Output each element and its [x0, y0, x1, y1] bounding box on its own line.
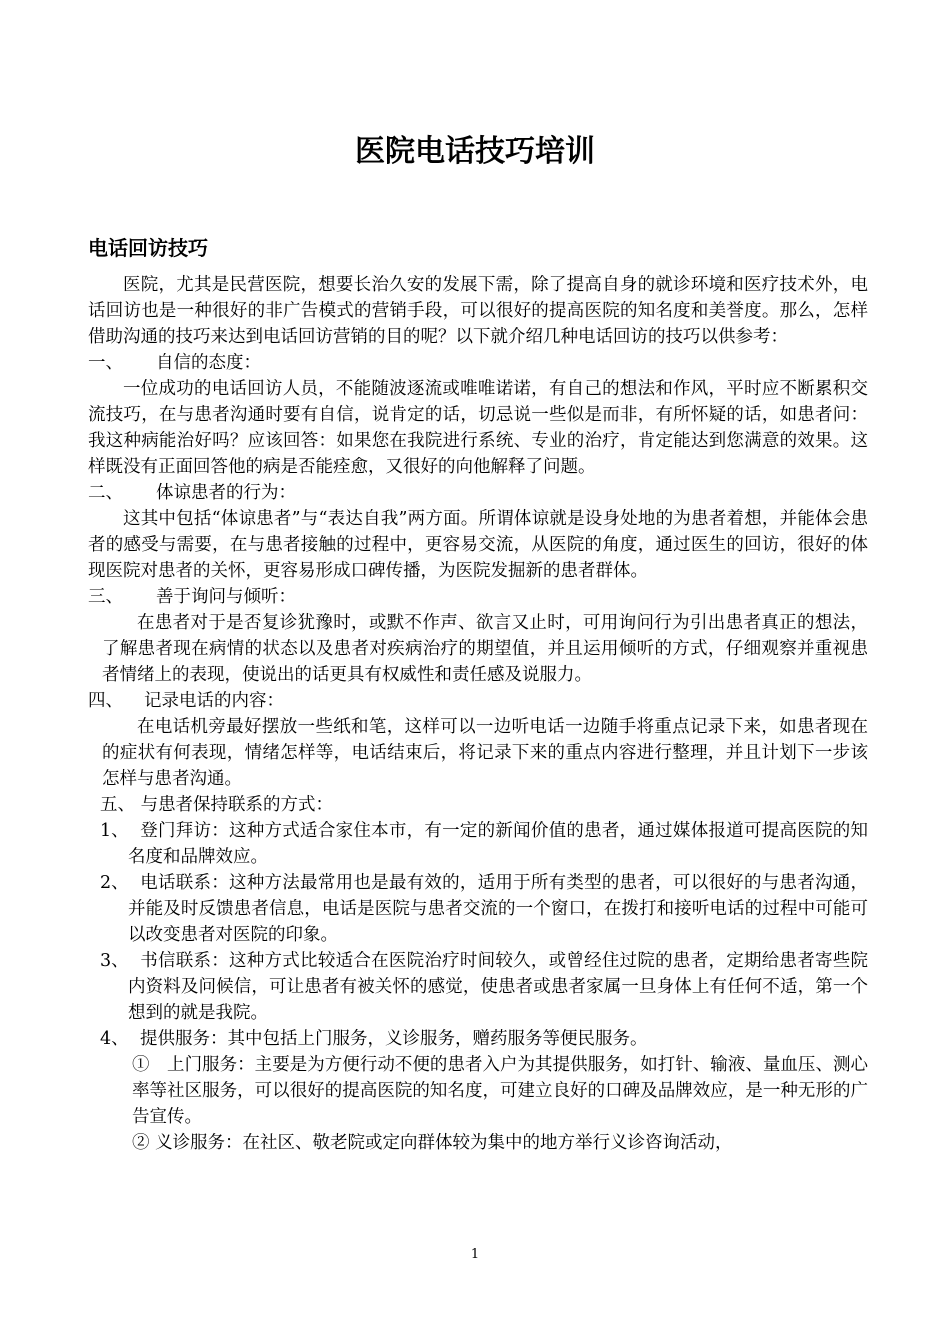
point-4-paragraph: 在电话机旁最好摆放一些纸和笔，这样可以一边听电话一边随手将重点记录下来，如患者现在的症状有何表现，情绪怎样等，电话结束后，将记录下来的重点内容进行整理，并且计划下一步该怎样与患者沟通。 — [102, 717, 868, 789]
point-3-heading: 三、 善于询问与倾听： — [88, 587, 296, 607]
point-2-paragraph: 这其中包括“体谅患者”与“表达自我”两方面。所谓体谅就是设身处地的为患者着想，并能体会患者的感受与需要，在与患者接触的过程中，更容易交流，从医院的角度，通过医生的回访，很好的体现医院对患者的关怀，更容易形成口碑传播，为医院发掘新的患者群体。 — [88, 509, 868, 581]
list-item: 4、 提供服务：其中包括上门服务，义诊服务，赠药服务等便民服务。 — [100, 1029, 648, 1049]
sub-list-item: ② 义诊服务：在社区、敬老院或定向群体较为集中的地方举行义诊咨询活动， — [132, 1133, 733, 1153]
point-2-heading: 二、 体谅患者的行为： — [88, 483, 296, 503]
point-1-paragraph: 一位成功的电话回访人员，不能随波逐流或唯唯诺诺，有自己的想法和作风，平时应不断累积交流技巧，在与患者沟通时要有自信，说肯定的话，切忌说一些似是而非，有所怀疑的话，如患者问：我这种病能治好吗？应该回答：如果您在我院进行系统、专业的治疗，肯定能达到您满意的效果。这样既没有正面回答他的病是否能痊愈，又很好的向他解释了问题。 — [88, 379, 868, 477]
list-item: 1、 登门拜访：这种方式适合家住本市，有一定的新闻价值的患者，通过媒体报道可提高医院的知名度和品牌效应。 — [100, 821, 868, 867]
point-1-heading: 一、 自信的态度： — [88, 353, 261, 373]
document-title: 医院电话技巧培训 — [355, 134, 595, 169]
page-number: 1 — [470, 1247, 480, 1262]
intro-paragraph: 医院，尤其是民营医院，想要长治久安的发展下需，除了提高自身的就诊环境和医疗技术外，电话回访也是一种很好的非广告模式的营销手段，可以很好的提高医院的知名度和美誉度。那么，怎样借助沟通的技巧来达到电话回访营销的目的呢？以下就介绍几种电话回访的技巧以供参考： — [88, 275, 868, 347]
point-3-paragraph: 在患者对于是否复诊犹豫时，或默不作声、欲言又止时，可用询问行为引出患者真正的想法，了解患者现在病情的状态以及患者对疾病治疗的期望值，并且运用倾听的方式，仔细观察并重视患者情绪上的表现，使说出的话更具有权威性和责任感及说服力。 — [102, 613, 868, 685]
sub-list-item: ① 上门服务：主要是为方便行动不便的患者入户为其提供服务，如打针、输液、量血压、测心率等社区服务，可以很好的提高医院的知名度，可建立良好的口碑及品牌效应，是一种无形的广告宣传。 — [132, 1055, 868, 1127]
point-4-heading: 四、 记录电话的内容： — [88, 691, 284, 711]
list-item: 2、 电话联系：这种方法最常用也是最有效的，适用于所有类型的患者，可以很好的与患者沟通，并能及时反馈患者信息，电话是医院与患者交流的一个窗口，在拨打和接听电话的过程中可能可以改变患者对医院的印象。 — [100, 873, 868, 945]
point-5-heading: 五、 与患者保持联系的方式： — [100, 795, 334, 815]
document-body — [88, 272, 868, 1156]
section-heading: 电话回访技巧 — [88, 236, 208, 260]
list-item: 3、 书信联系：这种方式比较适合在医院治疗时间较久，或曾经住过院的患者，定期给患者寄些院内资料及问候信，可让患者有被关怀的感觉，使患者或患者家属一旦身体上有任何不适，第一个想到的就是我院。 — [100, 951, 868, 1023]
